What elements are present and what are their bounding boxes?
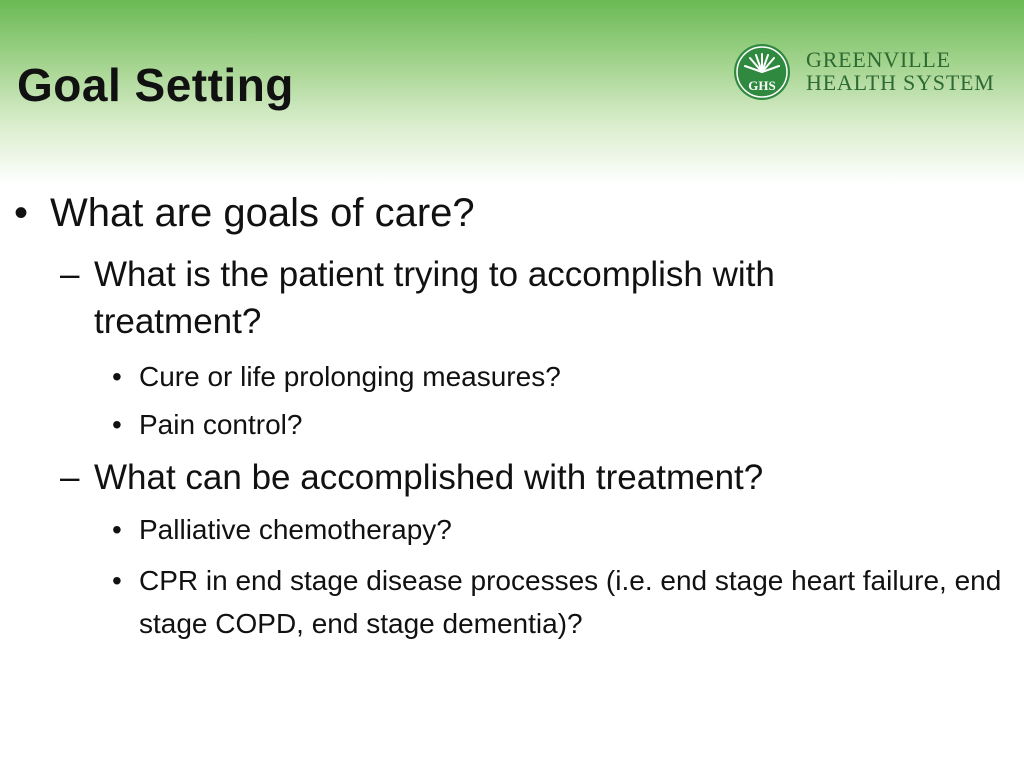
slide-title: Goal Setting bbox=[17, 59, 294, 111]
sub-bullet-patient-trying: What is the patient trying to accomplish with treatment? bbox=[94, 255, 775, 341]
logo-line-1: GREENVILLE bbox=[806, 47, 951, 72]
sub-sub-bullet-cure: Cure or life prolonging measures? bbox=[139, 361, 561, 392]
bullet-marker: • bbox=[112, 565, 122, 596]
bullet-marker: • bbox=[112, 361, 122, 392]
bullet-marker: • bbox=[112, 409, 122, 440]
logo-line-2: HEALTH SYSTEM bbox=[806, 70, 995, 95]
bullet-goals-of-care: What are goals of care? bbox=[50, 191, 475, 235]
sub-sub-bullet-pain: Pain control? bbox=[139, 409, 303, 440]
ghs-palm-logo-icon bbox=[732, 42, 792, 102]
logo-wordmark bbox=[806, 48, 995, 94]
sub-sub-bullet-palliative: Palliative chemotherapy? bbox=[139, 514, 452, 545]
bullet-marker: • bbox=[112, 514, 122, 545]
dash-marker: – bbox=[60, 255, 80, 294]
sub-bullet-what-can-be-accomplished: What can be accomplished with treatment? bbox=[94, 458, 764, 497]
bullet-marker: • bbox=[14, 191, 29, 235]
dash-marker: – bbox=[60, 458, 80, 497]
sub-sub-bullet-cpr: CPR in end stage disease processes (i.e. end stage heart failure, end stage COPD, end stage dementia)? bbox=[139, 565, 1002, 639]
logo-mark-text: GHS bbox=[748, 78, 776, 93]
greenville-health-system-logo bbox=[730, 40, 1000, 104]
